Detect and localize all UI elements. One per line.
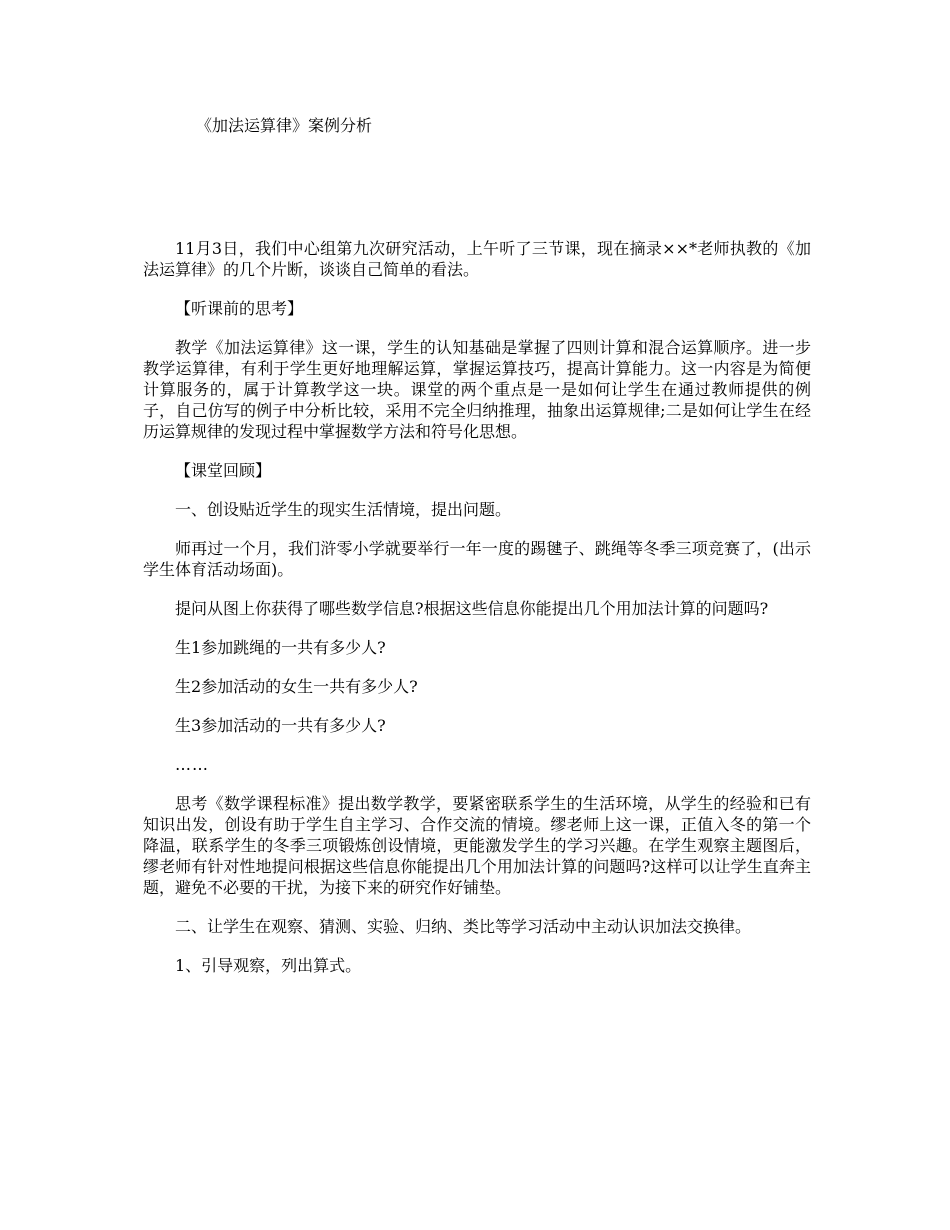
heading-class-review: 【课堂回顾】 bbox=[175, 461, 272, 480]
paragraph-intro: 11月3日，我们中心组第九次研究活动，上午听了三节课，现在摘录××*老师执教的《加法运算律》的几个片断，谈谈自己简单的看法。 bbox=[143, 239, 811, 279]
teacher-statement: 师再过一个月，我们浒零小学就要举行一年一度的踢毽子、跳绳等冬季三项竞赛了，(出示学生体育活动场面)。 bbox=[143, 539, 811, 579]
document-title: 《加法运算律》案例分析 bbox=[196, 116, 373, 135]
document-body bbox=[143, 238, 811, 994]
question-prompt: 提问从图上你获得了哪些数学信息?根据这些信息你能提出几个用加法计算的问题吗? bbox=[175, 599, 769, 618]
heading-pre-class-thinking: 【听课前的思考】 bbox=[175, 299, 304, 318]
student-answer-3: 生3参加活动的一共有多少人? bbox=[175, 716, 386, 735]
paragraph-pre-class-thinking: 教学《加法运算律》这一课，学生的认知基础是掌握了四则计算和混合运算顺序。进一步教学运算律，有利于学生更好地理解运算，掌握运算技巧，提高计算能力。这一内容是为简便计算服务的，属于计算教学这一块。课堂的两个重点是一是如何让学生在通过教师提供的例子，自己仿写的例子中分析比较，采用不完全归纳推理，抽象出运算规律;二是如何让学生在经历运算规律的发现过程中掌握数学方法和符号化思想。 bbox=[143, 338, 811, 441]
section-two-heading: 二、让学生在观察、猜测、实验、归纳、类比等学习活动中主动认识加法交换律。 bbox=[175, 917, 752, 936]
student-answer-2: 生2参加活动的女生一共有多少人? bbox=[175, 677, 418, 696]
ellipsis: …… bbox=[175, 755, 209, 774]
student-answer-1: 生1参加跳绳的一共有多少人? bbox=[175, 638, 386, 657]
subsection-one-heading: 1、引导观察，列出算式。 bbox=[175, 956, 362, 975]
paragraph-reflection: 思考《数学课程标准》提出数学教学，要紧密联系学生的生活环境，从学生的经验和已有知识出发，创设有助于学生自主学习、合作交流的情境。缪老师上这一课，正值入冬的第一个降温，联系学生的冬季三项锻炼创设情境，更能激发学生的学习兴趣。在学生观察主题图后，缪老师有针对性地提问根据这些信息你能提出几个用加法计算的问题吗?这样可以让学生直奔主题，避免不必要的干扰，为接下来的研究作好铺垫。 bbox=[143, 794, 811, 897]
section-one-heading: 一、创设贴近学生的现实生活情境，提出问题。 bbox=[175, 500, 512, 519]
